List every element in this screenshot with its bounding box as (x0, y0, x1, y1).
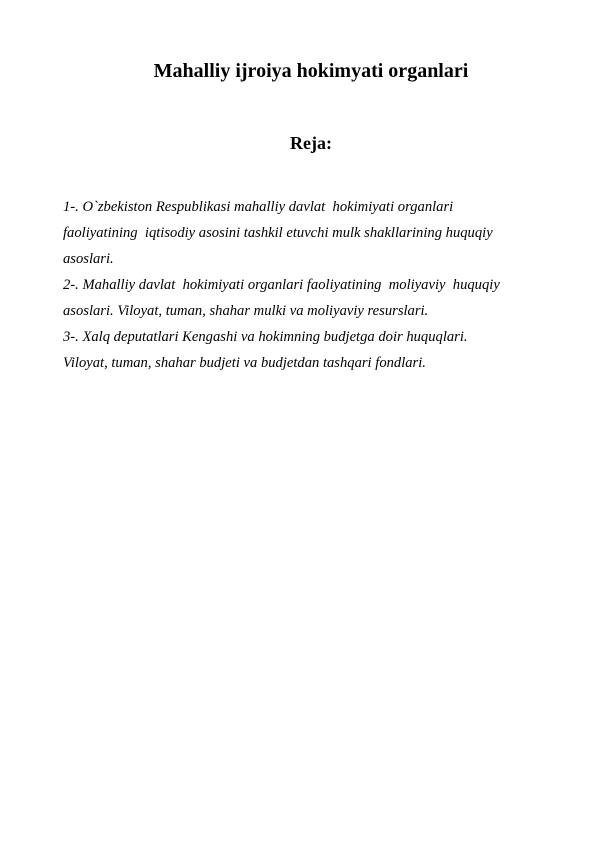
plan-list (63, 194, 553, 376)
plan-line: Viloyat, tuman, shahar budjeti va budjetdan tashqari fondlari. (63, 355, 426, 371)
page-title: Mahalliy ijroiya hokimyati organlari (153, 60, 469, 82)
plan-line: asoslari. Viloyat, tuman, shahar mulki va moliyaviy resurslari. (63, 303, 429, 319)
plan-line: 1-. O`zbekiston Respublikasi mahalliy davlat hokimiyati organlari (63, 199, 454, 215)
plan-line: 2-. Mahalliy davlat hokimiyati organlari faoliyatining moliyaviy huquqiy (63, 277, 500, 293)
plan-heading: Reja: (290, 133, 332, 153)
plan-line: 3-. Xalq deputatlari Kengashi va hokimning budjetga doir huquqlari. (63, 329, 468, 345)
plan-line: faoliyatining iqtisodiy asosini tashkil etuvchi mulk shakllarining huquqiy (63, 225, 493, 241)
plan-line: asoslari. (63, 251, 114, 267)
